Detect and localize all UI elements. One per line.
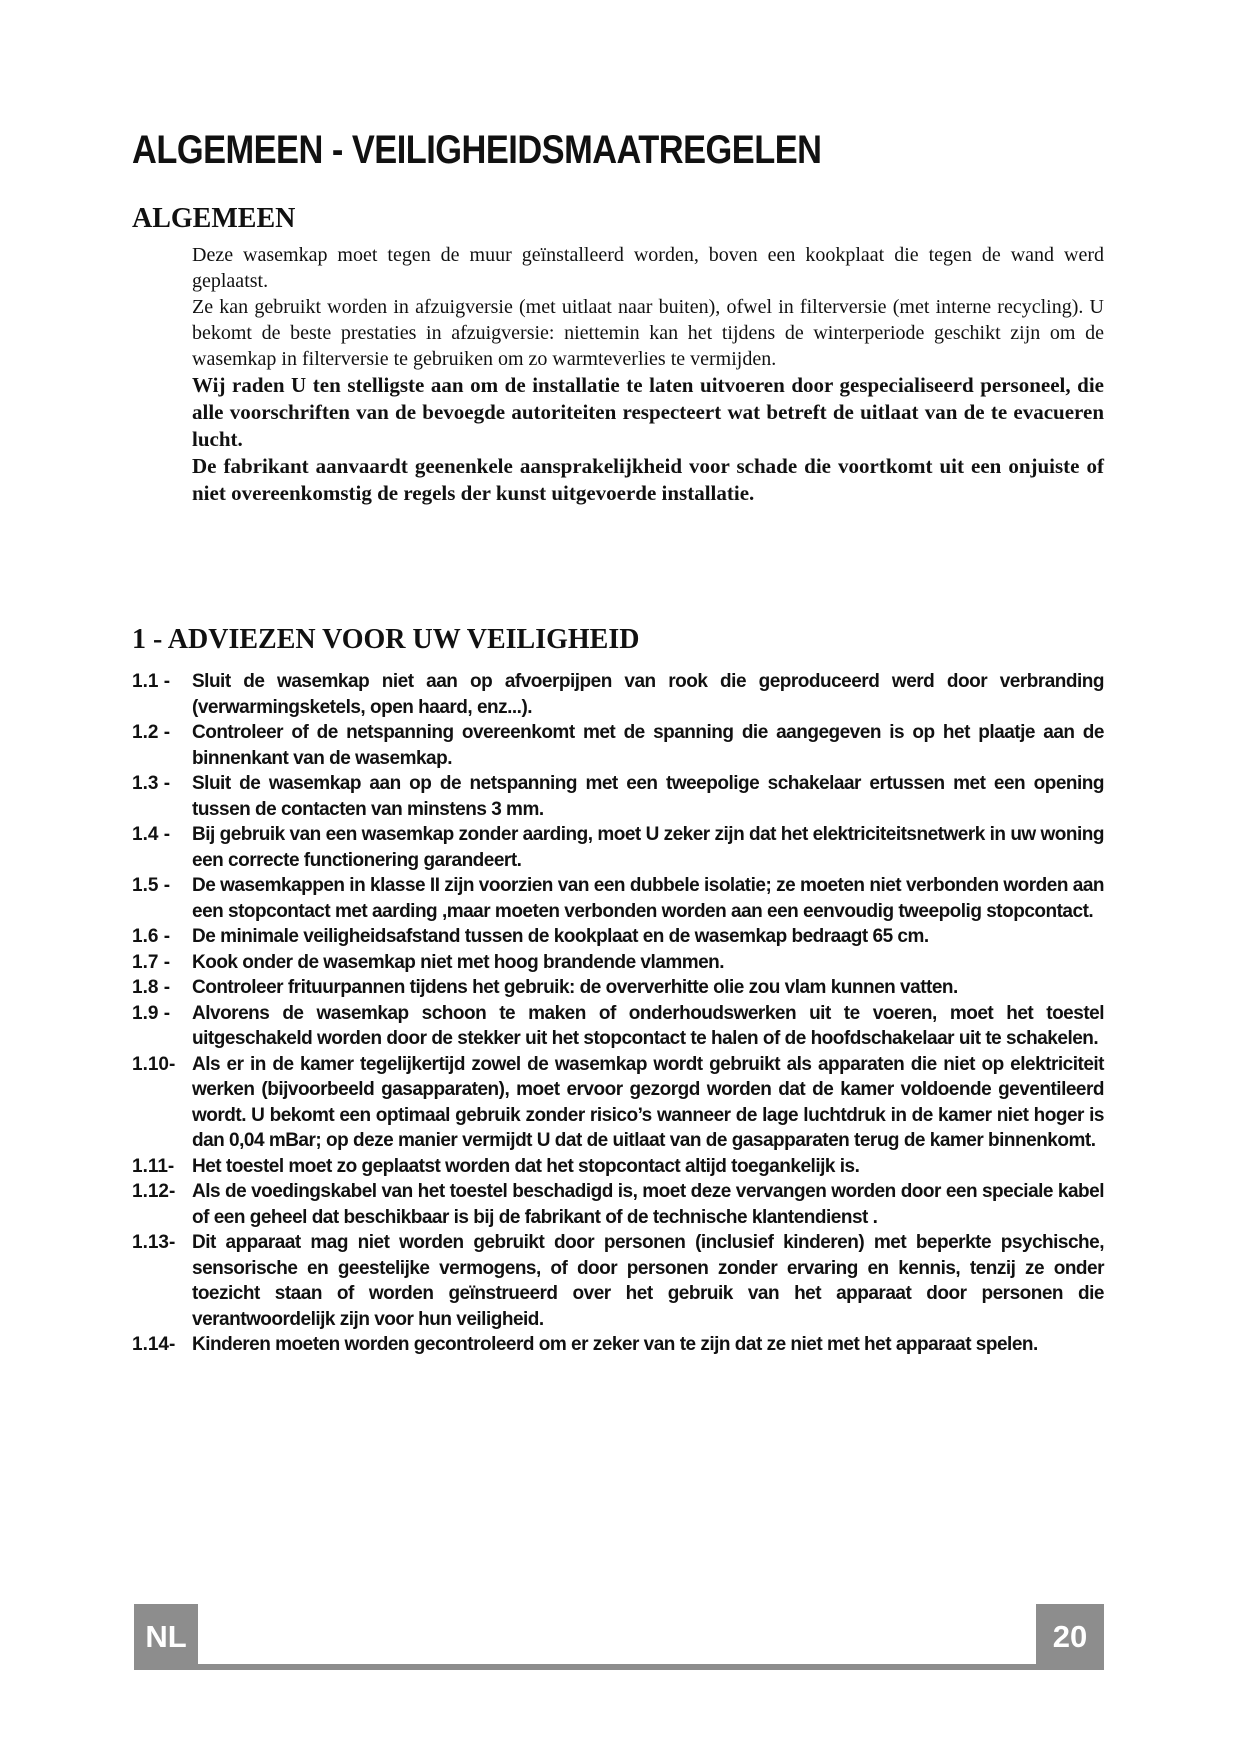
list-item (132, 1332, 1104, 1358)
item-text: De minimale veiligheidsafstand tussen de kookplaat en de wasemkap bedraagt 65 cm. (192, 926, 929, 947)
item-number: 1.13- (132, 1232, 176, 1253)
list-item (132, 1230, 1104, 1332)
list-item (132, 822, 1104, 873)
list-item (132, 1052, 1104, 1154)
list-item (132, 950, 1104, 976)
item-number: 1.9 - (132, 1002, 171, 1024)
section-heading-safety: 1 - ADVIEZEN VOOR UW VEILIGHEID (132, 624, 640, 655)
intro-paragraph: Ze kan gebruikt worden in afzuigversie (met uitlaat naar buiten), ofwel in filterversie (met interne recycling). U bekomt de beste prestaties in afzuigversie: niettemin kan het tijdens de winterperiode geschikt zijn om de wasemkap in filterversie te gebruiken om zo warmteverlies te vermijden. (192, 296, 1104, 370)
list-item (132, 1179, 1104, 1230)
item-number: 1.8 - (132, 977, 171, 998)
item-number: 1.2 - (132, 722, 171, 743)
item-text: Controleer frituurpannen tijdens het gebruik: de oververhitte olie zou vlam kunnen vatten. (192, 977, 958, 998)
item-number: 1.10- (132, 1053, 176, 1075)
item-text: Dit apparaat mag niet worden gebruikt door personen (inclusief kinderen) met beperkte psychische, sensorische en geestelijke vermogens, of door personen zonder ervaring en kennis, tenzij ze onder toezicht staan of worden geïnstrueerd over het gebruik van het apparaat door personen die verantwoordelijk zijn voor hun veiligheid. (192, 1232, 1104, 1330)
item-text: Als de voedingskabel van het toestel beschadigd is, moet deze vervangen worden door een speciale kabel of een geheel dat beschikbaar is bij de fabrikant of de technische klantendienst . (192, 1181, 1104, 1228)
list-item (132, 720, 1104, 771)
item-number: 1.4 - (132, 824, 171, 845)
section-heading-general: ALGEMEEN (132, 203, 296, 234)
list-item (132, 975, 1104, 1001)
item-text: Sluit de wasemkap aan op de netspanning met een tweepolige schakelaar ertussen met een opening tussen de contacten van minstens 3 mm. (192, 773, 1104, 820)
list-item (132, 1001, 1104, 1052)
item-number: 1.3 - (132, 773, 171, 794)
item-number: 1.5 - (132, 875, 171, 896)
general-section (192, 242, 1104, 507)
item-text: Alvorens de wasemkap schoon te maken of onderhoudswerken uit te voeren, moet het toestel uitgeschakeld worden door de stekker uit het stopcontact te halen of de hoofdschakelaar uit te schakelen. (192, 1002, 1104, 1049)
intro-paragraph-bold: Wij raden U ten stelligste aan om de installatie te laten uitvoeren door gespecialiseerd personeel, die alle voorschriften van de bevoegde autoriteiten respecteert wat betreft de uitlaat van de te evacueren lucht. (192, 373, 1104, 451)
item-text: Als er in de kamer tegelijkertijd zowel de wasemkap wordt gebruikt als apparaten die niet op elektriciteit werken (bijvoorbeeld gasapparaten), moet ervoor gezorgd worden dat de kamer voldoende geventileerd wordt. U bekomt een optimaal gebruik zonder risico’s wanneer de lage luchtdruk in de kamer niet hoger is dan 0,04 mBar; op deze manier vermijdt U dat de uitlaat van de gasapparaten terug de kamer binnenkomt. (192, 1053, 1104, 1151)
safety-list (132, 669, 1104, 1358)
page-number: 20 (1036, 1604, 1104, 1670)
item-number: 1.6 - (132, 926, 171, 947)
footer-divider (198, 1664, 1036, 1670)
item-text: De wasemkappen in klasse II zijn voorzien van een dubbele isolatie; ze moeten niet verbonden worden aan een stopcontact met aarding ,maar moeten verbonden worden aan een eenvoudig tweepolig stopcontact. (192, 875, 1104, 922)
intro-paragraph: Deze wasemkap moet tegen de muur geïnstalleerd worden, boven een kookplaat die tegen de wand werd geplaatst. (192, 244, 1104, 292)
list-item (132, 873, 1104, 924)
item-number: 1.11- (132, 1155, 175, 1177)
list-item (132, 924, 1104, 950)
item-number: 1.7 - (132, 951, 171, 973)
item-text: Kinderen moeten worden gecontroleerd om er zeker van te zijn dat ze niet met het apparaat spelen. (192, 1334, 1038, 1355)
item-number: 1.12- (132, 1181, 176, 1202)
list-item (132, 669, 1104, 720)
item-text: Het toestel moet zo geplaatst worden dat het stopcontact altijd toegankelijk is. (192, 1155, 860, 1177)
page-title: ALGEMEEN - VEILIGHEIDSMAATREGELEN (132, 128, 822, 172)
list-item (132, 771, 1104, 822)
intro-paragraph-bold: De fabrikant aanvaardt geenenkele aansprakelijkheid voor schade die voortkomt uit een onjuiste of niet overeenkomstig de regels der kunst uitgevoerde installatie. (192, 454, 1104, 505)
item-number: 1.1 - (132, 671, 171, 692)
item-text: Controleer of de netspanning overeenkomt met de spanning die aangegeven is op het plaatje aan de binnenkant van de wasemkap. (192, 722, 1104, 769)
item-number: 1.14- (132, 1334, 176, 1355)
language-badge: NL (134, 1604, 198, 1670)
list-item (132, 1154, 1104, 1180)
item-text: Bij gebruik van een wasemkap zonder aarding, moet U zeker zijn dat het elektriciteitsnetwerk in uw woning een correcte functionering garandeert. (192, 824, 1104, 871)
item-text: Sluit de wasemkap niet aan op afvoerpijpen van rook die geproduceerd werd door verbranding (verwarmingsketels, open haard, enz...). (192, 671, 1104, 718)
item-text: Kook onder de wasemkap niet met hoog brandende vlammen. (192, 951, 725, 973)
